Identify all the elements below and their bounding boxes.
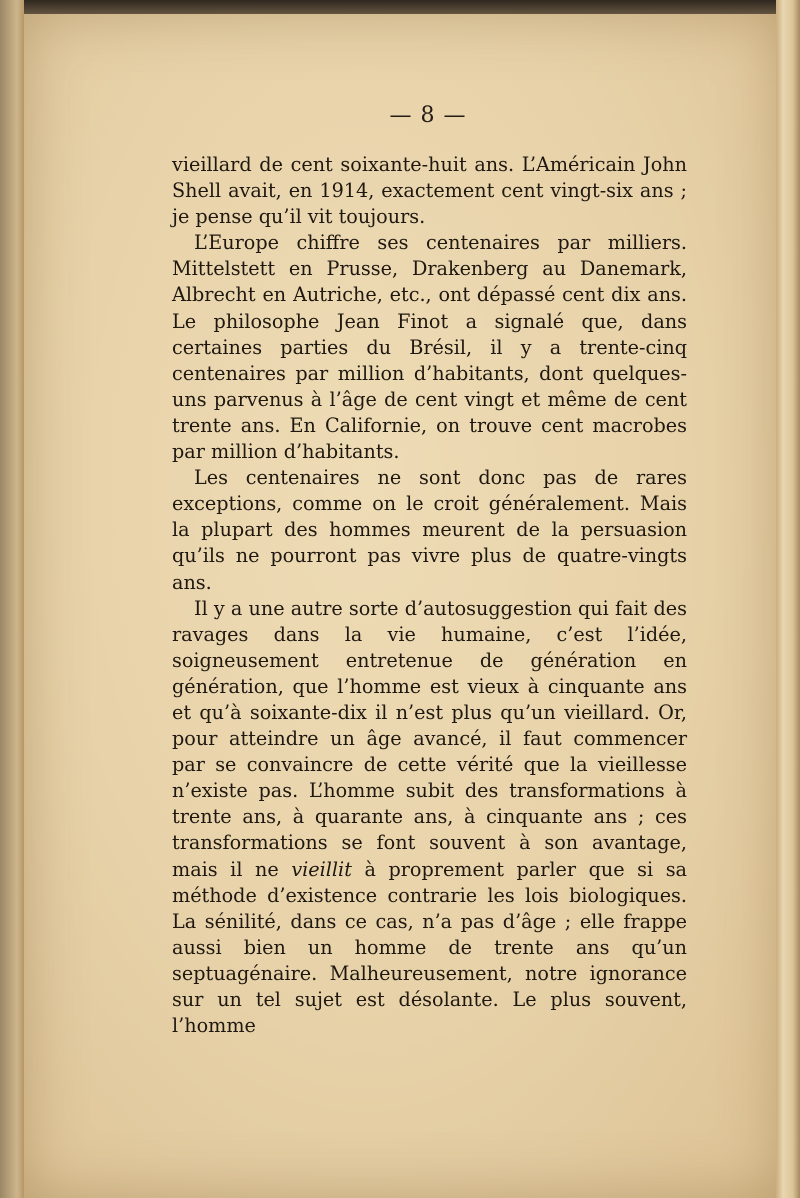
left-edge	[0, 0, 24, 1198]
body-text	[172, 152, 687, 1039]
book-spine-edge	[776, 0, 800, 1198]
page-number: — 8 —	[389, 103, 467, 128]
paragraph-1: vieillard de cent soixante-huit ans. L’Américain John Shell avait, en 1914, exactement cent vingt-six ans ; je pense qu’il vit toujours.	[172, 153, 687, 229]
paragraph-4	[172, 596, 687, 1040]
paragraph-4-part-1: Il y a une autre sorte d’autosuggestion qui fait des ravages dans la vie humaine, c’est l’idée, soigneusement entretenue de génération en génération, que l’homme est vieux à cinquante ans et qu’à soixante-dix il n’est plus qu’un vieillard. Or, pour atteindre un âge avancé, il faut commencer par se convaincre de cette vérité que la vieillesse n’existe pas. L’homme subit des transformations à trente ans, à quarante ans, à cinquante ans ; ces transformations se font souvent à son avantage, mais il ne	[172, 596, 687, 881]
paragraph-4-part-2: à proprement parler que si sa méthode d’existence contrarie les lois biologiques. La sénilité, dans ce cas, n’a pas d’âge ; elle frappe aussi bien un homme de trente ans qu’un septuagénaire. Malheureusement, notre ignorance sur un tel sujet est désolante. Le plus souvent, l’homme	[172, 857, 687, 1038]
paragraph-3: Les centenaires ne sont donc pas de rares exceptions, comme on le croit généralement. Mais la plupart des hommes meurent de la persuasion qu’ils ne pourront pas vivre plus de quatre-vingts ans.	[172, 466, 687, 594]
paragraph-2: L’Europe chiffre ses centenaires par milliers. Mittelstett en Prusse, Drakenberg au Danemark, Albrecht en Autriche, etc., ont dépassé cent dix ans. Le philosophe Jean Finot a signalé que, dans certaines parties du Brésil, il y a trente-cinq centenaires par million d’habitants, dont quelques-uns parvenus à l’âge de cent vingt et même de cent trente ans. En Californie, on trouve cent macrobes par million d’habitants.	[172, 231, 687, 464]
paragraph-4-italic: vieillit	[291, 857, 352, 881]
